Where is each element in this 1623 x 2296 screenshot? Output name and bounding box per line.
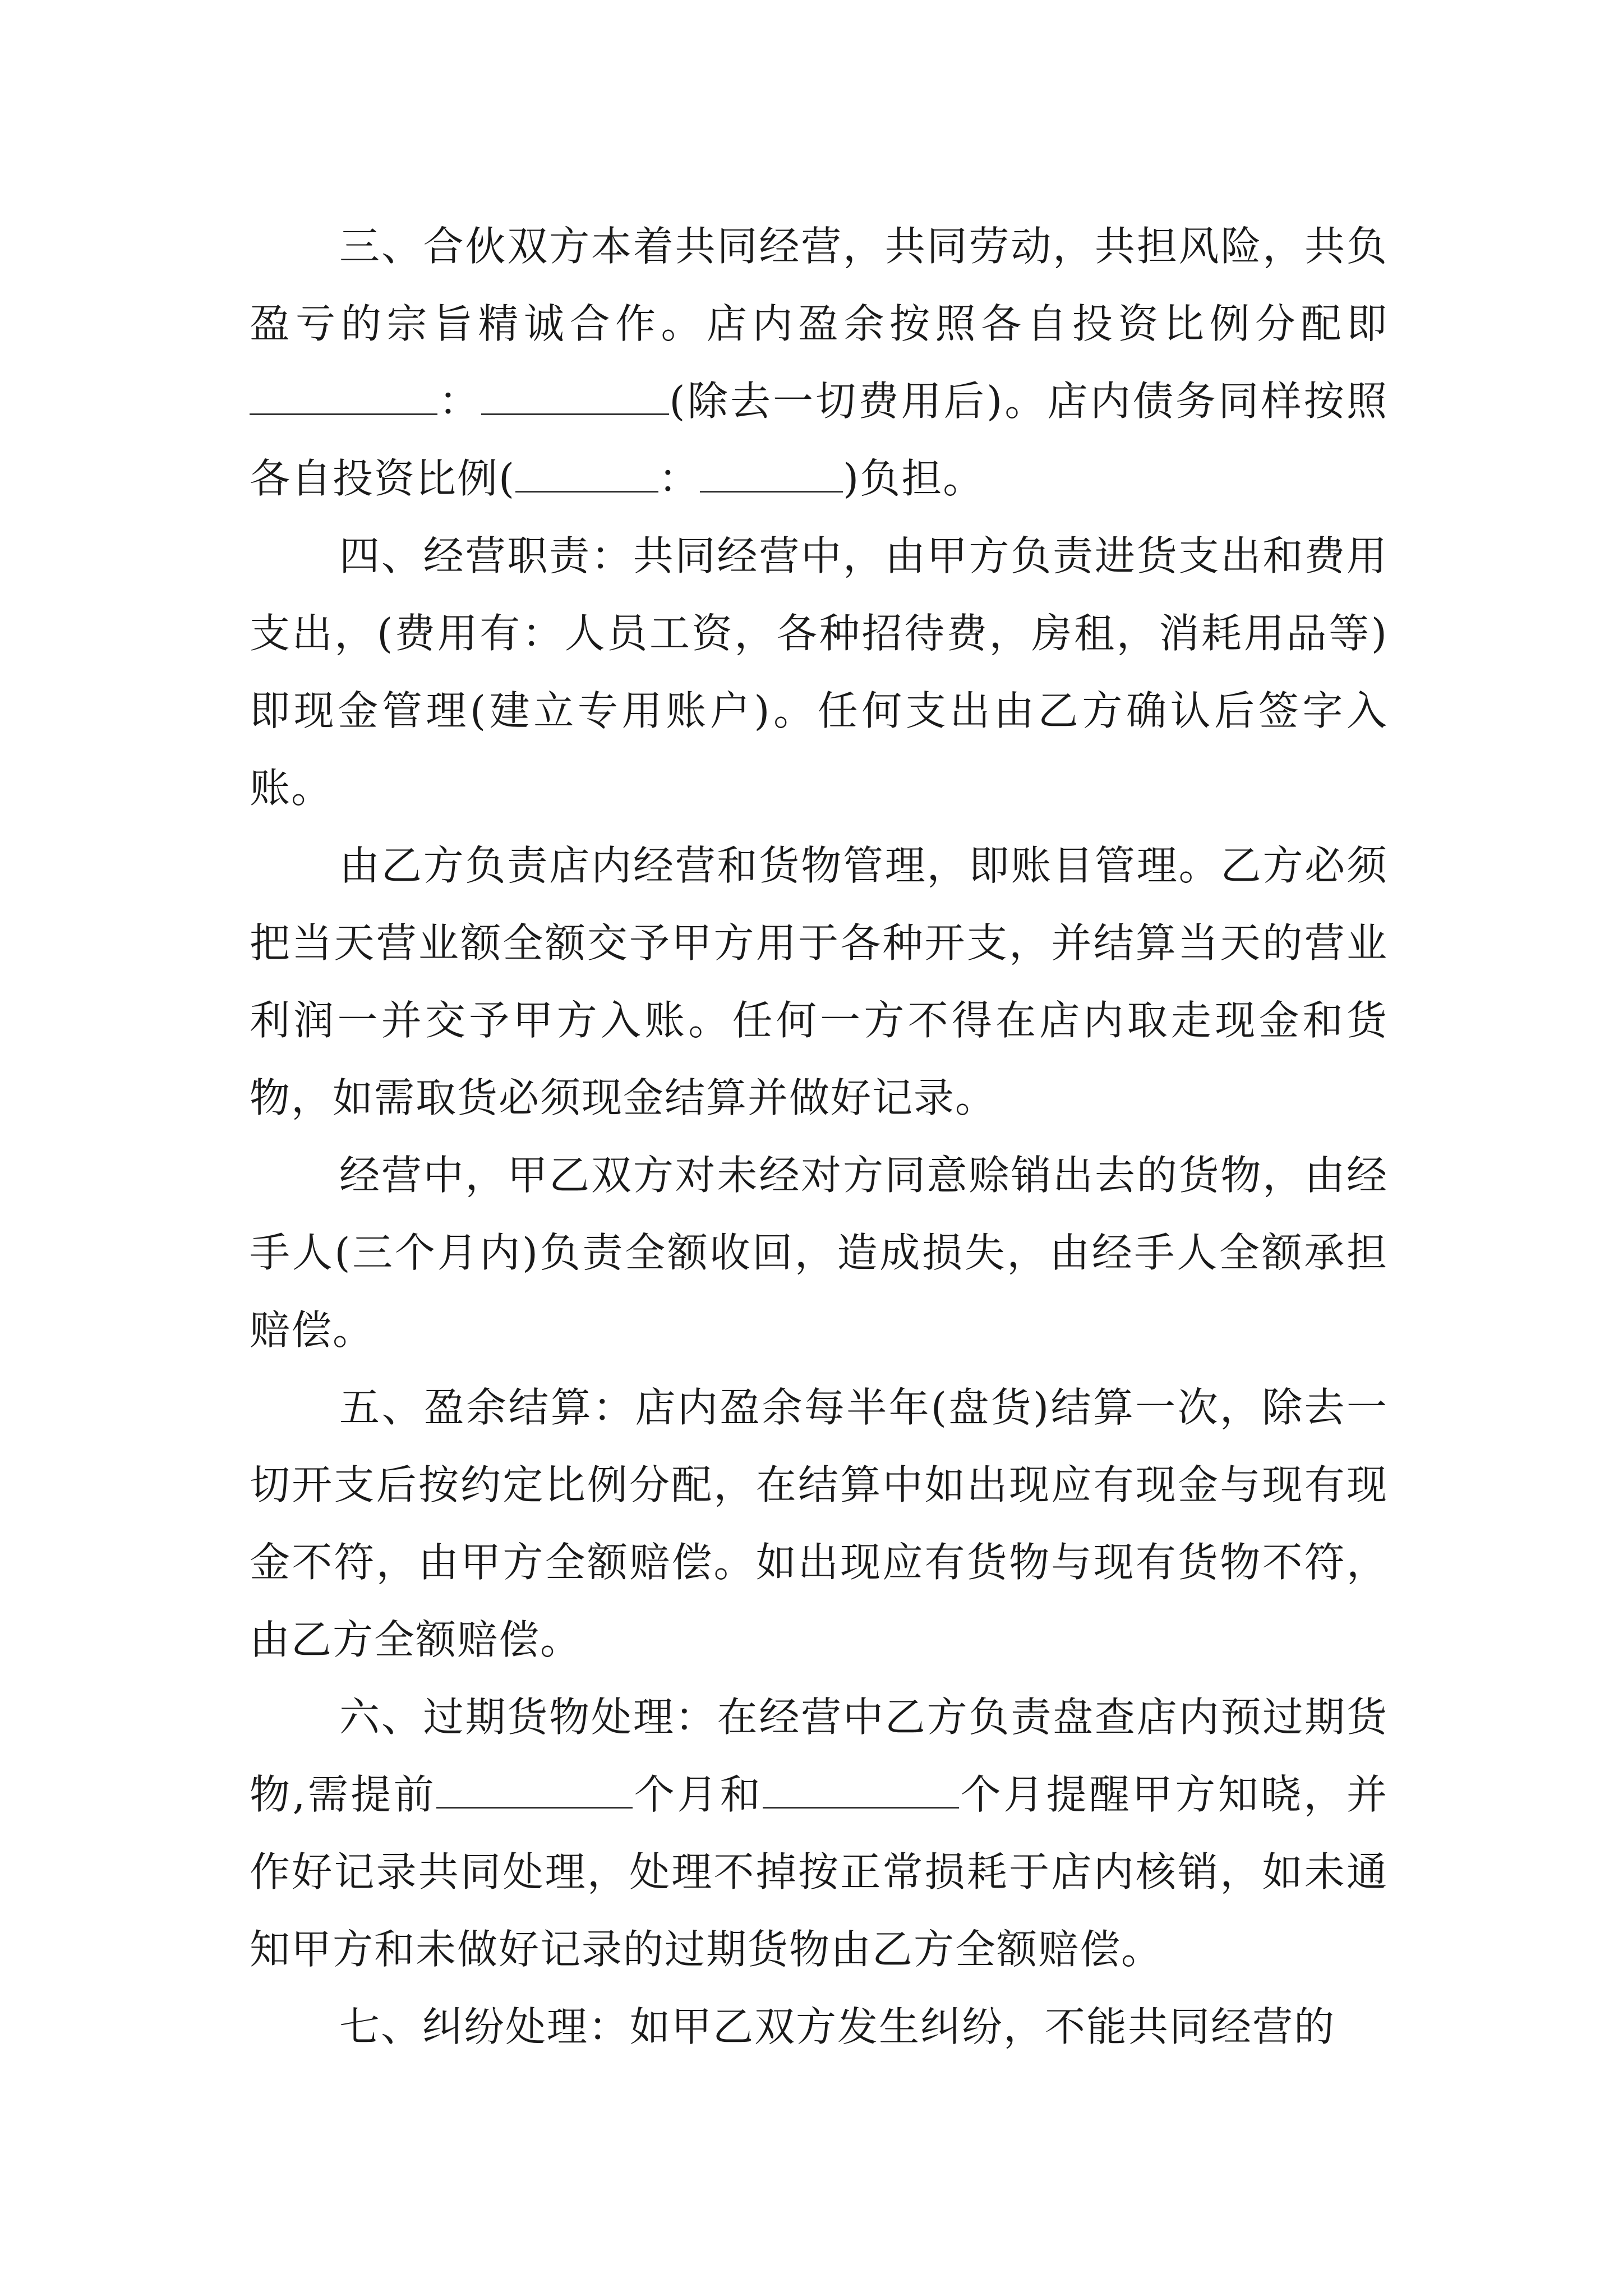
section-6-text-3: 个月提醒甲方知晓，并作好记录共同处理，处理不掉按正常损耗于店内核销，如未通知甲方和未做好记录的过期货物由乙方全额赔偿。 <box>250 1771 1388 1973</box>
debt-ratio-blank-1[interactable] <box>515 454 658 493</box>
ratio-blank-1[interactable] <box>250 377 437 415</box>
ratio-separator-2: ： <box>658 455 700 502</box>
paragraph-section-5: 五、盈余结算：店内盈余每半年(盘货)结算一次，除去一切开支后按约定比例分配，在结算中如出现应有现金与现有现金不符，由甲方全额赔偿。如出现应有货物与现有货物不符，由乙方全额赔偿。 <box>250 1384 1388 1663</box>
ratio-blank-2[interactable] <box>481 377 669 415</box>
paragraph-section-4-duties: 由乙方负责店内经营和货物管理，即账目管理。乙方必须把当天营业额全额交予甲方用于各种开支，并结算当天的营业利润一并交予甲方入账。任何一方不得在店内取走现金和货物，如需取货必须现金结算并做好记录。 <box>250 842 1388 1121</box>
section-6-text-1: 六、过期货物处理：在经营中乙方负责盘查店内预过期货物,需提前 <box>250 1694 1388 1818</box>
paragraph-section-3 <box>250 208 1388 517</box>
section-3-text-3: )负担。 <box>843 455 985 502</box>
months-blank-2[interactable] <box>763 1770 959 1809</box>
document-body <box>250 208 1388 2065</box>
debt-ratio-blank-2[interactable] <box>700 454 843 493</box>
section-3-text-2: (除去一切费用后)。店内债务同样按照各自投资比例( <box>250 378 1388 502</box>
months-blank-1[interactable] <box>436 1770 633 1809</box>
paragraph-section-4: 四、经营职责：共同经营中，由甲方负责进货支出和费用支出，(费用有：人员工资，各种招待费，房租，消耗用品等)即现金管理(建立专用账户)。任何支出由乙方确认后签字入账。 <box>250 532 1388 812</box>
section-3-text-1: 三、合伙双方本着共同经营，共同劳动，共担风险，共负盈亏的宗旨精诚合作。店内盈余按照各自投资比例分配即 <box>250 223 1388 347</box>
paragraph-section-7: 七、纠纷处理：如甲乙双方发生纠纷，不能共同经营的 <box>339 2003 1336 2050</box>
ratio-separator-1: ： <box>437 378 482 425</box>
paragraph-section-4-credit: 经营中，甲乙双方对未经对方同意赊销出去的货物，由经手人(三个月内)负责全额收回，造成损失，由经手人全额承担赔偿。 <box>250 1152 1388 1354</box>
section-6-text-2: 个月和 <box>633 1771 763 1818</box>
paragraph-section-6 <box>250 1678 1388 1988</box>
